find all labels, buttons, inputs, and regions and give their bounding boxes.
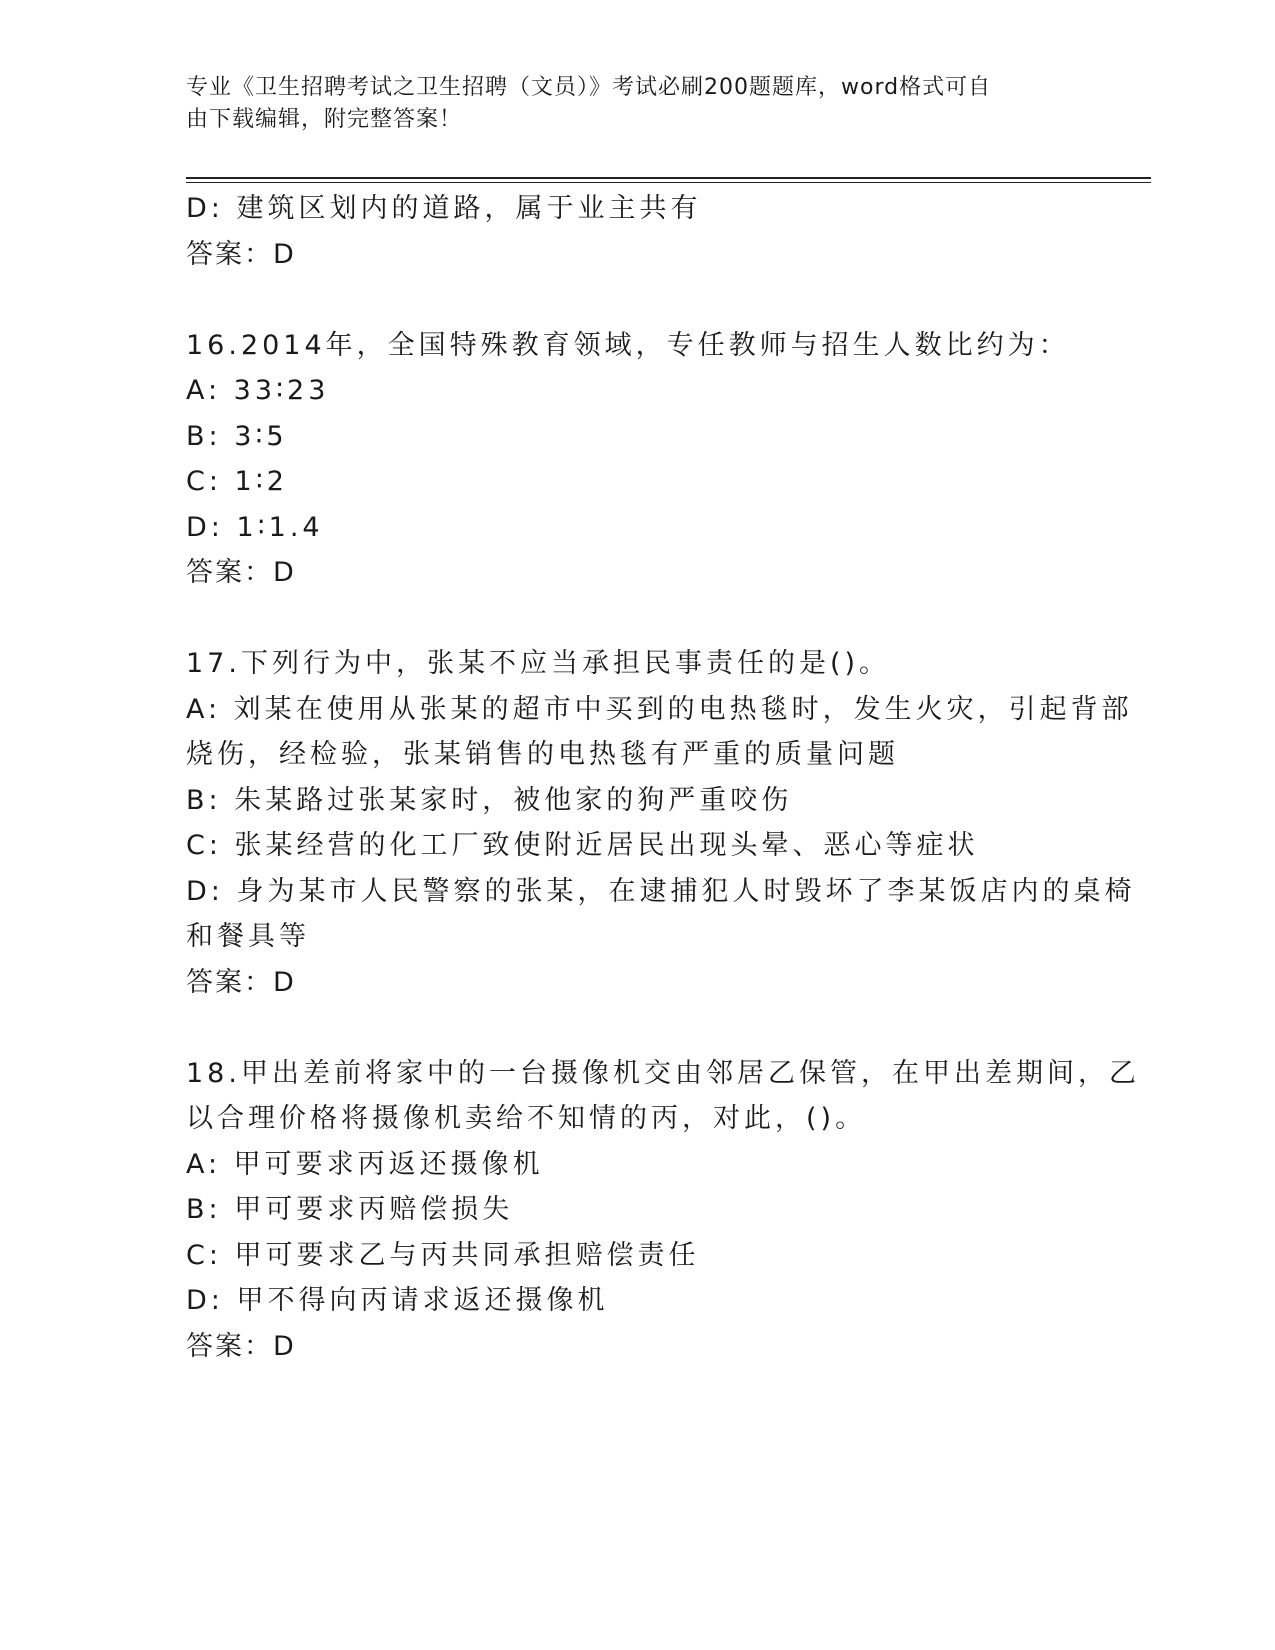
option-c: C: 张某经营的化工厂致使附近居民出现头晕、恶心等症状: [186, 830, 979, 861]
question-18: [186, 1051, 1140, 1370]
option-b: B: 3∶5: [186, 420, 288, 452]
prev-question-tail: [186, 186, 1086, 277]
option-c: C: 1∶2: [186, 466, 288, 497]
option-a: A: 甲可要求丙返还摄像机: [186, 1148, 544, 1180]
header-line-1: 专业《卫生招聘考试之卫生招聘（文员）》考试必刷200题题库，word格式可自: [186, 75, 992, 100]
option-a: A: 33∶23: [186, 375, 330, 406]
option-d: D: 1∶1.4: [186, 511, 324, 543]
option-b: B: 甲可要求丙赔偿损失: [186, 1194, 514, 1225]
option-c: C: 甲可要求乙与丙共同承担赔偿责任: [186, 1239, 700, 1271]
header-divider-thick: [186, 177, 1151, 179]
answer-line: 答案：D: [186, 966, 296, 998]
answer-line: 答案：D: [186, 238, 296, 270]
question-list: [186, 186, 1140, 1369]
option-a-line-1: A: 刘某在使用从张某的超市中买到的电热毯时，发生火灾，引起背部: [186, 693, 1133, 725]
answer-line: 答案：D: [186, 557, 296, 588]
option-d: D: 甲不得向丙请求返还摄像机: [186, 1285, 609, 1316]
document-header: [186, 72, 1066, 136]
question-stem-line-2: 以合理价格将摄像机卖给不知情的丙，对此，()。: [186, 1103, 867, 1134]
answer-line: 答案：D: [186, 1330, 296, 1362]
question-stem-line-1: 18.甲出差前将家中的一台摄像机交由邻居乙保管，在甲出差期间，乙: [186, 1057, 1140, 1089]
question-stem: 17.下列行为中，张某不应当承担民事责任的是()。: [186, 648, 891, 679]
question-stem: 16.2014年，全国特殊教育领域，专任教师与招生人数比约为：: [186, 329, 1070, 361]
header-divider-thin: [186, 182, 1151, 183]
question-17: [186, 641, 1136, 1005]
question-16: [186, 323, 1086, 596]
option-b: B: 朱某路过张某家时，被他家的狗严重咬伤: [186, 784, 793, 816]
spacer: [186, 596, 1086, 642]
option-d: D: 建筑区划内的道路，属于业主共有: [186, 193, 702, 224]
spacer: [186, 277, 1086, 323]
spacer: [186, 1005, 1086, 1051]
header-line-2: 由下载编辑，附完整答案！: [186, 107, 463, 132]
option-a-line-2: 烧伤，经检验，张某销售的电热毯有严重的质量问题: [186, 739, 899, 770]
option-d-line-2: 和餐具等: [186, 921, 310, 952]
option-d-line-1: D: 身为某市人民警察的张某，在逮捕犯人时毁坏了李某饭店内的桌椅: [186, 875, 1136, 907]
